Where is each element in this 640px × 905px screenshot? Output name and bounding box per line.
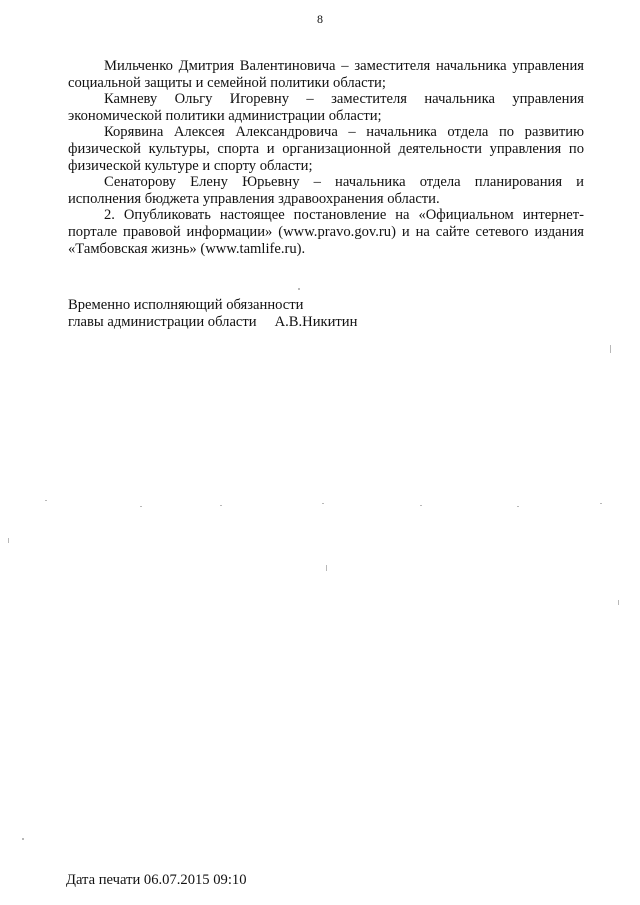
scan-speck xyxy=(140,506,142,507)
scan-speck xyxy=(8,538,9,543)
scan-speck xyxy=(220,505,222,506)
paragraph-milchenko: Мильченко Дмитрия Валентиновича – заместителя начальника управления социальной защиты и семейной политики области; xyxy=(68,58,584,91)
scan-speck xyxy=(298,288,300,290)
scan-speck xyxy=(600,503,602,504)
scan-speck xyxy=(517,506,519,507)
signature-title-line2 xyxy=(68,314,584,331)
signature-title-text: главы администрации области xyxy=(68,313,257,330)
scan-speck xyxy=(420,505,422,506)
paragraph-publication: 2. Опубликовать настоящее постановление на «Официальном интернет-портале правовой информации» (www.pravo.gov.ru) и на сайте сетевого издания «Тамбовская жизнь» (www.tamlife.ru). xyxy=(68,207,584,257)
print-date: Дата печати 06.07.2015 09:10 xyxy=(66,872,247,888)
scan-speck xyxy=(618,600,619,605)
paragraph-koryavin: Корявина Алексея Александровича – начальника отдела по развитию физической культуры, спорта и организационной деятельности управления по физической культуре и спорту области; xyxy=(68,124,584,174)
paragraph-kamneva: Камневу Ольгу Игоревну – заместителя начальника управления экономической политики администрации области; xyxy=(68,91,584,124)
scan-speck xyxy=(610,345,611,353)
page-number: 8 xyxy=(317,12,323,26)
signature-title-line1: Временно исполняющий обязанности xyxy=(68,297,304,313)
scan-speck xyxy=(326,565,327,571)
document-body xyxy=(68,58,584,257)
scan-speck xyxy=(45,500,47,501)
signature-block xyxy=(68,297,584,330)
signer-name: А.В.Никитин xyxy=(274,313,358,330)
scan-speck xyxy=(22,838,24,840)
paragraph-senatorova: Сенаторову Елену Юрьевну – начальника отдела планирования и исполнения бюджета управления здравоохранения области. xyxy=(68,174,584,207)
scan-speck xyxy=(322,503,324,504)
